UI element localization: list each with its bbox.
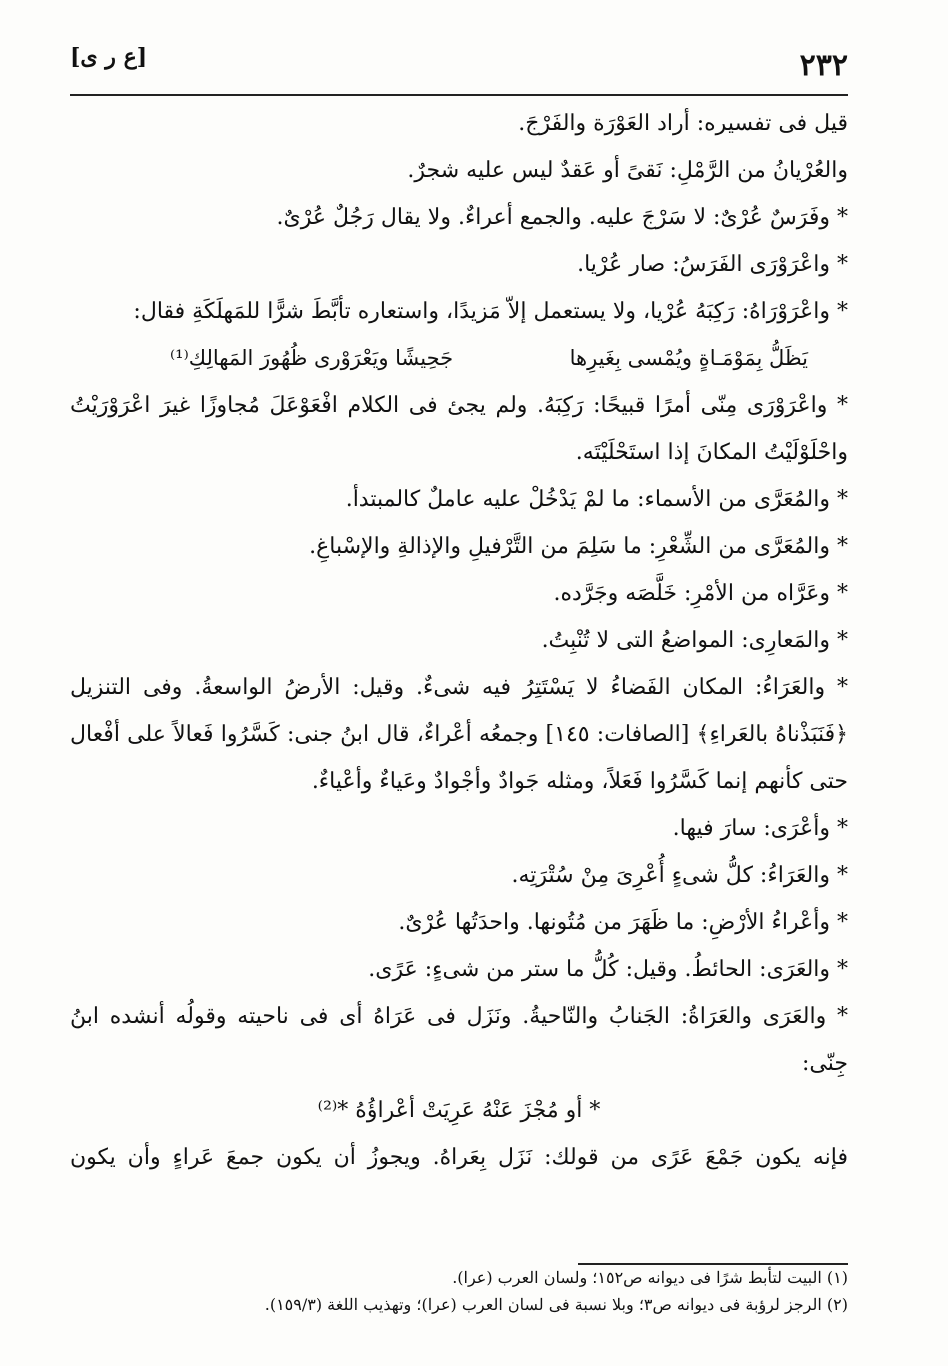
verse-second-hemistich: جَحِيشًا ويَعْرَوْرى ظُهُورَ المَهالِكِ⁽¹⁾ [170, 346, 454, 370]
page-number: ٢٣٢ [799, 48, 848, 83]
text-line: * والعَرَاءُ: المكان الفَضاءُ لا يَسْتَتِرُ فيه شىءٌ. وقيل: الأرضُ الواسعةُ. وفى التنزيل [70, 675, 848, 700]
text-line: * والعَرَاءُ: كلُّ شىءٍ أُعْرِىَ مِنْ سُتْرَتِه. [511, 863, 848, 888]
text-line: * واعْرَوْرَى الفَرَسُ: صار عُرْيا. [577, 252, 848, 277]
poetry-verse [70, 335, 848, 382]
footnotes [90, 1264, 848, 1318]
text-line: فإنه يكون جَمْعَ عَرًى من قولك: نَزَل بِعَراهُ. ويجوزُ أن يكون جمعَ عَراءٍ وأن يكون [70, 1145, 848, 1170]
text-line: * وأعْرَى: سارَ فيها. [672, 816, 848, 841]
verse-first-hemistich: يَظَلُّ بِمَوْمَـاةٍ ويُمْسى بِغَيرِها [569, 346, 808, 370]
text-line: * والعَرَى والعَرَاةُ: الجَنابُ والنّاحيةُ. ونَزَل فى عَرَاهُ أى فى ناحيته وقولُه أنشده ابنُ [70, 1004, 848, 1029]
text-line: * والعَرَى: الحائطُ. وقيل: كُلُّ ما ستر من شىءٍ: عَرًى. [368, 957, 848, 982]
text-line: حتى كأنهم إنما كَسَّرُوا فَعَلاً، ومثله جَوادٌ وأجْوادٌ وعَياءٌ وأعْياءٌ. [311, 769, 848, 794]
text-line: * والمَعارِى: المواضعُ التى لا تُنْبِتُ. [541, 628, 848, 653]
text-line: واحْلَوْلَيْتُ المكانَ إذا استَحْلَيْتَه. [575, 440, 848, 465]
text-line: والعُرْيانُ من الرَّمْلِ: نَقىً أو عَقدٌ ليس عليه شجرٌ. [407, 158, 848, 183]
entry-body [70, 100, 848, 1181]
text-line: قيل فى تفسيره: أراد العَوْرَة والفَرْجَ. [518, 111, 848, 136]
text-line: جِنّى: [802, 1051, 848, 1076]
text-line: * واعْرَوْرَى مِنّى أمرًا قبيحًا: رَكِبَهُ. ولم يجئ فى الكلام افْعَوْعَلَ مُجاوزًا غيرَ اعْرَوْرَيْتُ [70, 393, 848, 418]
footnote: (٢) الرجز لرؤبة فى ديوانه ص٣؛ وبلا نسبة فى لسان العرب (عرا)؛ وتهذيب اللغة (١٥٩/٣). [264, 1295, 848, 1314]
text-line: * وفَرَسٌ عُرْىٌ: لا سَرْجَ عليه. والجمع أعراءٌ. ولا يقال رَجُلٌ عُرْىٌ. [276, 205, 848, 230]
text-line: * وعَرَّاه من الأمْرِ: خَلَّصَه وجَرَّده. [553, 581, 848, 606]
text-line: * والمُعَرَّى من الشِّعْرِ: ما سَلِمَ من التَّرْفيلِ والإذالةِ والإسْباغِ. [309, 534, 848, 559]
text-line: * واعْرَوْرَاهُ: رَكِبَهُ عُرْيا، ولا يستعمل إلاّ مَزيدًا، واستعاره تأبَّطَ شرًّا للمَهلَكَةِ فقال: [133, 299, 848, 324]
text-line: * وأعْراءُ الأرْضِ: ما ظَهَرَ من مُتُونها. واحدَتُها عُرْىٌ. [398, 910, 848, 935]
page-header [70, 36, 848, 96]
text-line: * والمُعَرَّى من الأسماء: ما لمْ يَدْخُلْ عليه عاملٌ كالمبتدأ. [345, 487, 848, 512]
root-label: [ع ر ى] [70, 44, 148, 70]
footnote: (١) البيت لتأبط شرًا فى ديوانه ص١٥٢؛ ولسان العرب (عرا). [452, 1268, 848, 1287]
text-line: ﴿فَنَبَذْناهُ بالعَراءِ﴾ [الصافات: ١٤٥] وجمعُه أعْراءٌ، قال ابنُ جنى: كَسَّرُوا فَعالاً على أفْعال [70, 722, 848, 747]
rajaz-verse: * أو مُجْزَ عَنْهُ عَرِيَتْ أعْراؤُهُ *⁽²⁾ [317, 1098, 601, 1123]
